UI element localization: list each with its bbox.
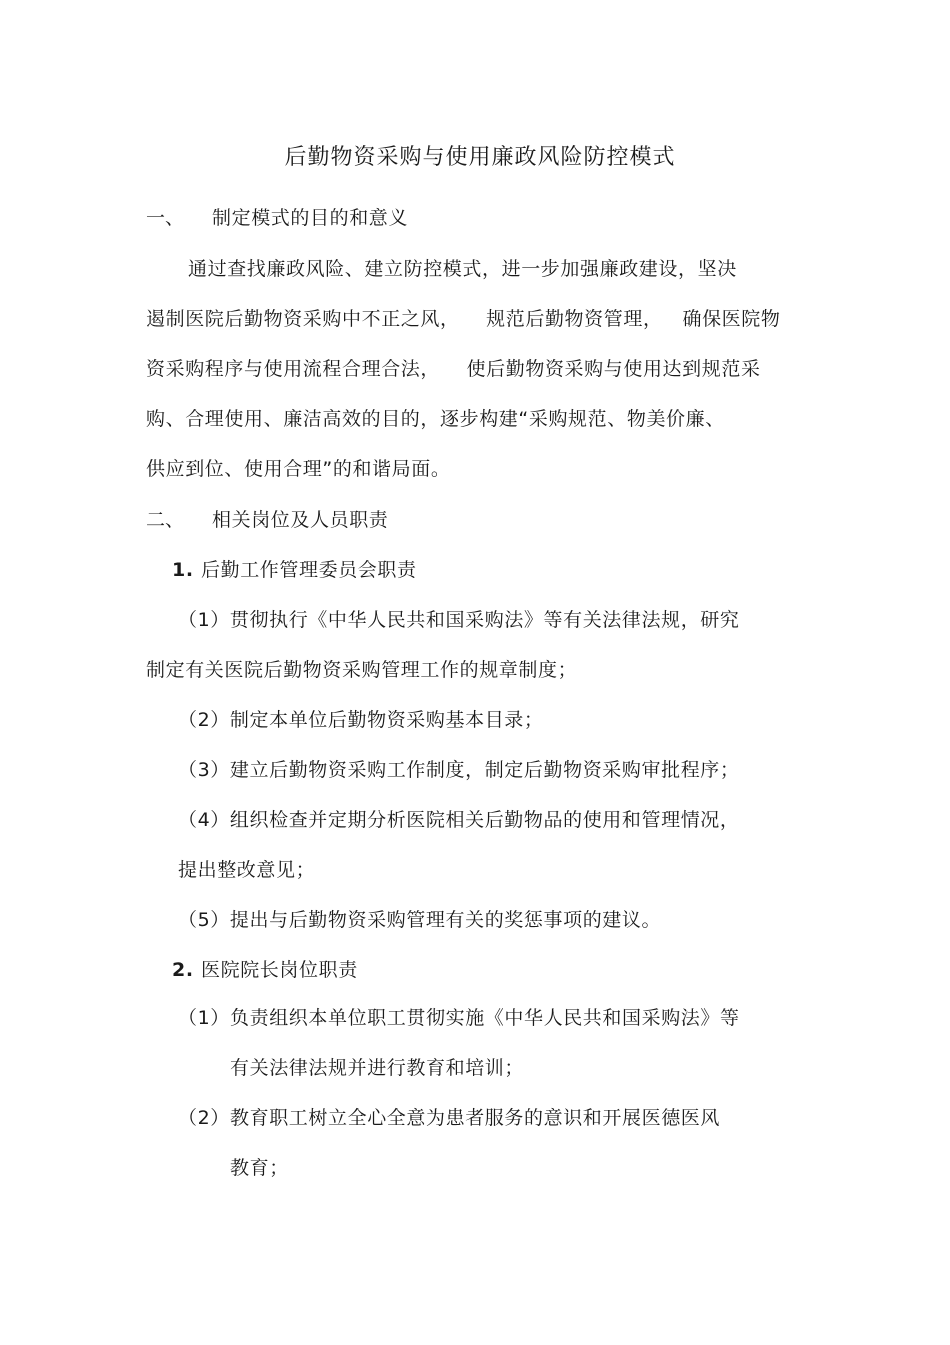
- subsection-1-number: 1.: [172, 559, 194, 581]
- section-2-number: 二、: [146, 509, 185, 531]
- subsection-1-line-3: （2）制定本单位后勤物资采购基本目录；: [178, 709, 544, 731]
- subsection-2-number: 2.: [172, 959, 194, 981]
- subsection-1-line-1: （1）贯彻执行《中华人民共和国采购法》等有关法律法规，研究: [178, 609, 740, 631]
- subsection-2-heading: 医院院长岗位职责: [201, 959, 358, 981]
- subsection-1-line-2: 制定有关医院后勤物资采购管理工作的规章制度；: [146, 659, 578, 681]
- subsection-2-item-2-marker: （2）: [178, 1107, 230, 1129]
- subsection-1-line-7: （5）提出与后勤物资采购管理有关的奖惩事项的建议。: [178, 909, 662, 931]
- subsection-1-heading: 后勤工作管理委员会职责: [201, 559, 417, 581]
- section-1-line-1: 通过查找廉政风险、建立防控模式，进一步加强廉政建设，坚决: [188, 258, 737, 280]
- section-2-heading: 相关岗位及人员职责: [212, 509, 389, 531]
- subsection-2-item-1-line-2: 有关法律法规并进行教育和培训；: [230, 1057, 525, 1079]
- section-1-heading: 制定模式的目的和意义: [212, 207, 409, 229]
- section-1-line-5: 供应到位、使用合理”的和谐局面。: [146, 458, 451, 480]
- subsection-1-line-6: 提出整改意见；: [178, 859, 316, 881]
- subsection-1-line-5: （4）组织检查并定期分析医院相关后勤物品的使用和管理情况，: [178, 809, 740, 831]
- document-title: 后勤物资采购与使用廉政风险防控模式: [284, 145, 676, 170]
- section-1-number: 一、: [146, 207, 185, 229]
- section-1-line-2: 遏制医院后勤物资采购中不正之风， 规范后勤物资管理， 确保医院物: [146, 308, 781, 330]
- subsection-2-item-1-line-1: 负责组织本单位职工贯彻实施《中华人民共和国采购法》等: [230, 1007, 740, 1029]
- subsection-2-item-1-marker: （1）: [178, 1007, 230, 1029]
- section-1-line-3: 资采购程序与使用流程合理合法， 使后勤物资采购与使用达到规范采: [146, 358, 761, 380]
- section-1-line-4: 购、合理使用、廉洁高效的目的，逐步构建“采购规范、物美价廉、: [146, 408, 725, 430]
- subsection-1-line-4: （3）建立后勤物资采购工作制度，制定后勤物资采购审批程序；: [178, 759, 740, 781]
- subsection-2-item-2-line-2: 教育；: [230, 1157, 289, 1179]
- subsection-2-item-2-line-1: 教育职工树立全心全意为患者服务的意识和开展医德医风: [230, 1107, 721, 1129]
